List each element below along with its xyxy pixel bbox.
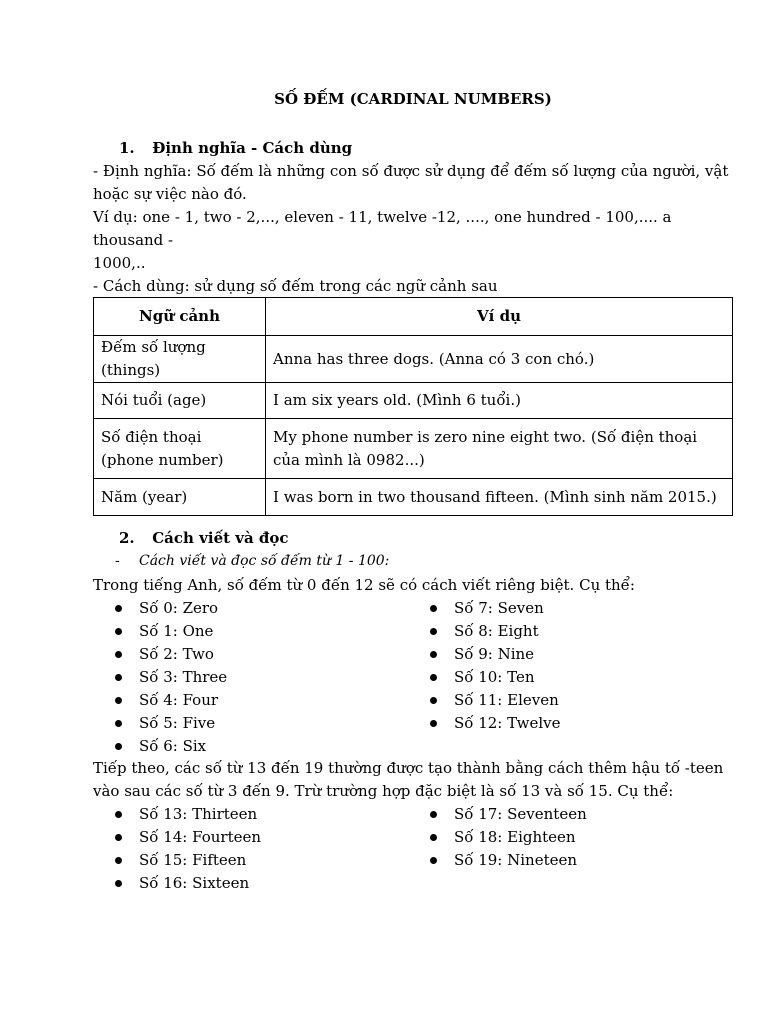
usage-line: - Cách dùng: sử dụng số đếm trong các ngữ cảnh sau: [93, 277, 498, 295]
document-title: SỐ ĐẾM (CARDINAL NUMBERS): [274, 90, 552, 108]
bullet-icon: [430, 857, 437, 864]
list-item: Số 2: Two: [115, 643, 227, 666]
table-row: [94, 479, 733, 516]
bullet-icon: [430, 674, 437, 681]
section-1-heading: [119, 139, 352, 157]
bullet-icon: [115, 834, 122, 841]
bullet-icon: [115, 743, 122, 750]
list-7-12: [430, 597, 560, 735]
bullet-icon: [430, 811, 437, 818]
list-item: Số 18: Eighteen: [430, 826, 587, 849]
table-cell-example: My phone number is zero nine eight two. (Số điện thoại của mình là 0982...): [266, 419, 733, 479]
table-row: [94, 336, 733, 383]
section-1-number: 1.: [119, 139, 135, 157]
list-item: Số 7: Seven: [430, 597, 560, 620]
table-row: [94, 383, 733, 419]
intro-13-19: [93, 757, 733, 803]
table-cell-context: Nói tuổi (age): [94, 383, 266, 419]
section-2-title: Cách viết và đọc: [152, 529, 289, 547]
list-17-19: [430, 803, 587, 872]
bullet-icon: [430, 651, 437, 658]
bullet-icon: [115, 651, 122, 658]
intro-13-19-line-2: vào sau các số từ 3 đến 9. Trừ trường hợp đặc biệt là số 13 và số 15. Cụ thể:: [93, 782, 674, 800]
example-line-2: 1000,..: [93, 254, 146, 272]
list-item: Số 14: Fourteen: [115, 826, 261, 849]
bullet-icon: [430, 720, 437, 727]
table-cell-example: I was born in two thousand fifteen. (Mình sinh năm 2015.): [266, 479, 733, 516]
context-table: [93, 297, 733, 516]
table-header-row: [94, 298, 733, 336]
table-cell-context: Đếm số lượng (things): [94, 336, 266, 383]
bullet-icon: [115, 857, 122, 864]
bullet-icon: [115, 674, 122, 681]
list-item: Số 5: Five: [115, 712, 227, 735]
list-item: Số 17: Seventeen: [430, 803, 587, 826]
bullet-icon: [430, 605, 437, 612]
subitem-text: Cách viết và đọc số đếm từ 1 - 100:: [139, 553, 390, 569]
subitem-dash: -: [115, 553, 120, 569]
list-item: Số 16: Sixteen: [115, 872, 261, 895]
list-item: Số 6: Six: [115, 735, 227, 758]
table-cell-context: Số điện thoại (phone number): [94, 419, 266, 479]
bullet-icon: [430, 628, 437, 635]
section-2-heading: [119, 529, 289, 547]
table-cell-context: Năm (year): [94, 479, 266, 516]
list-item: Số 11: Eleven: [430, 689, 560, 712]
bullet-icon: [115, 628, 122, 635]
list-item: Số 1: One: [115, 620, 227, 643]
list-item: Số 8: Eight: [430, 620, 560, 643]
list-item: Số 19: Nineteen: [430, 849, 587, 872]
section-1-title: Định nghĩa - Cách dùng: [152, 139, 353, 157]
bullet-icon: [115, 880, 122, 887]
list-item: Số 10: Ten: [430, 666, 560, 689]
list-item: Số 12: Twelve: [430, 712, 560, 735]
definition-line-1: - Định nghĩa: Số đếm là những con số được sử dụng để đếm số lượng của người, vật: [93, 162, 729, 180]
table-cell-example: Anna has three dogs. (Anna có 3 con chó.): [266, 336, 733, 383]
table-row: [94, 419, 733, 479]
bullet-icon: [115, 811, 122, 818]
list-0-6: [115, 597, 227, 758]
list-item: Số 13: Thirteen: [115, 803, 261, 826]
bullet-icon: [430, 697, 437, 704]
example-line-1: Ví dụ: one - 1, two - 2,..., eleven - 11, twelve -12, ...., one hundred - 100,.... a thousand -: [93, 208, 672, 249]
bullet-icon: [115, 605, 122, 612]
table-header-context: Ngữ cảnh: [94, 298, 266, 336]
definition-line-2: hoặc sự việc nào đó.: [93, 185, 247, 203]
section-2-subitem: [115, 553, 389, 569]
bullet-icon: [430, 834, 437, 841]
intro-13-19-line-1: Tiếp theo, các số từ 13 đến 19 thường được tạo thành bằng cách thêm hậu tố -teen: [93, 759, 724, 777]
intro-0-12: Trong tiếng Anh, số đếm từ 0 đến 12 sẽ có cách viết riêng biệt. Cụ thể:: [93, 576, 635, 594]
section-1-body: [93, 160, 733, 298]
list-item: Số 15: Fifteen: [115, 849, 261, 872]
list-item: Số 3: Three: [115, 666, 227, 689]
list-item: Số 0: Zero: [115, 597, 227, 620]
list-13-16: [115, 803, 261, 895]
list-item: Số 9: Nine: [430, 643, 560, 666]
table-cell-example: I am six years old. (Mình 6 tuổi.): [266, 383, 733, 419]
list-item: Số 4: Four: [115, 689, 227, 712]
section-2-number: 2.: [119, 529, 135, 547]
bullet-icon: [115, 720, 122, 727]
table-header-example: Ví dụ: [266, 298, 733, 336]
bullet-icon: [115, 697, 122, 704]
